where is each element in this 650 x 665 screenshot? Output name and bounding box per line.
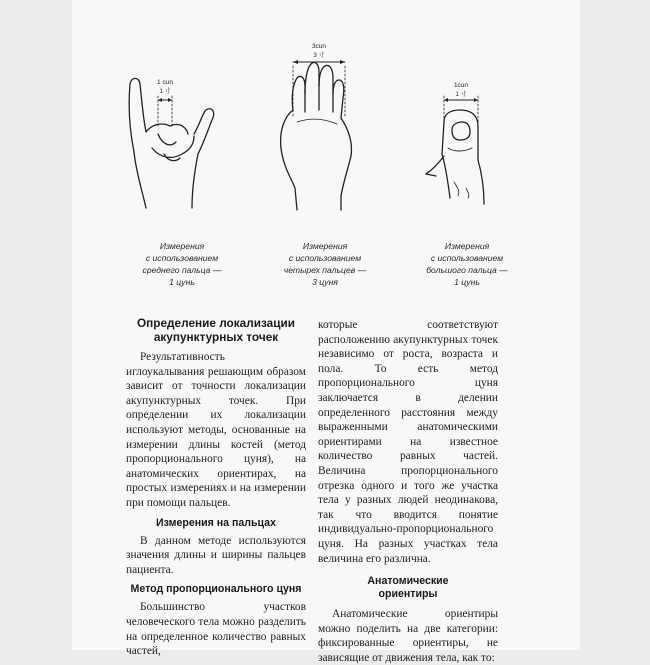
figure-caption-thumb: Измерения с использованием большого пальца — 1 цунь bbox=[426, 241, 508, 287]
thumb-hand-illustration bbox=[414, 78, 524, 218]
anatomical-landmarks-paragraph: Анатомические ориентиры можно поделить на две категории: фиксированные ориентиры, не зависящие от движения тела, как то: bbox=[318, 608, 498, 664]
finger-measurements-paragraph: В данном методе используются значения длины и ширины пальцев пациента. bbox=[126, 534, 306, 576]
fig2-dimension-bottom: 3 寸 bbox=[313, 53, 325, 59]
fig3-dimension-top: 1cun bbox=[453, 82, 469, 89]
fig1-dimension-top: 1 cun bbox=[157, 79, 173, 86]
subheading-anatomical-landmarks: Анатомические ориентиры bbox=[367, 575, 449, 601]
middle-finger-hand-illustration bbox=[112, 62, 232, 212]
fig2-dimension-top: 3cun bbox=[311, 43, 327, 50]
left-text-column bbox=[126, 316, 306, 659]
intro-paragraph: Результативность иглоукалывания решающим образом зависит от точности локализации акупунктурных точек. При определении их локализации используют методы, основанные на измерении длины костей (метод пропорционального цуня), на анатомических ориентирах, на простых измерениях и на измерении при помощи пальцев. bbox=[126, 351, 306, 509]
right-text-column bbox=[318, 318, 498, 665]
figure-caption-four-fingers: Измерения с использованием четырех пальцев — 3 цуня bbox=[283, 241, 367, 287]
subheading-proportional-cun: Метод пропорционального цуня bbox=[130, 583, 302, 596]
four-fingers-hand-illustration bbox=[267, 38, 377, 213]
fig1-dimension-bottom: 1 寸 bbox=[159, 89, 171, 95]
figure-caption-middle-finger: Измерения с использованием среднего пальца — 1 цунь bbox=[142, 241, 222, 287]
section-heading: Определение локализации акупунктурных точек bbox=[136, 316, 295, 344]
proportional-cun-paragraph: Большинство участков человеческого тела можно разделить на определенное количество равных частей, bbox=[126, 601, 306, 658]
fig3-dimension-bottom: 1 寸 bbox=[455, 92, 467, 98]
proportional-cun-continued-paragraph: которые соответствуют расположению акупунктурных точек независимо от роста, возраста и пола. То есть метод пропорционального цуня заключается в делении определенного расстояния между выраженными анатомическими ориентирами на известное количество равных частей. Величина пропорционального отрезка одного и того же участка тела у разных людей неодинакова, так что вводится понятие индивидуально-пропорционального цуня. На разных участках тела величина его различна. bbox=[318, 319, 498, 565]
book-page bbox=[72, 0, 580, 664]
subheading-finger-measurements: Измерения на пальцах bbox=[156, 516, 276, 529]
